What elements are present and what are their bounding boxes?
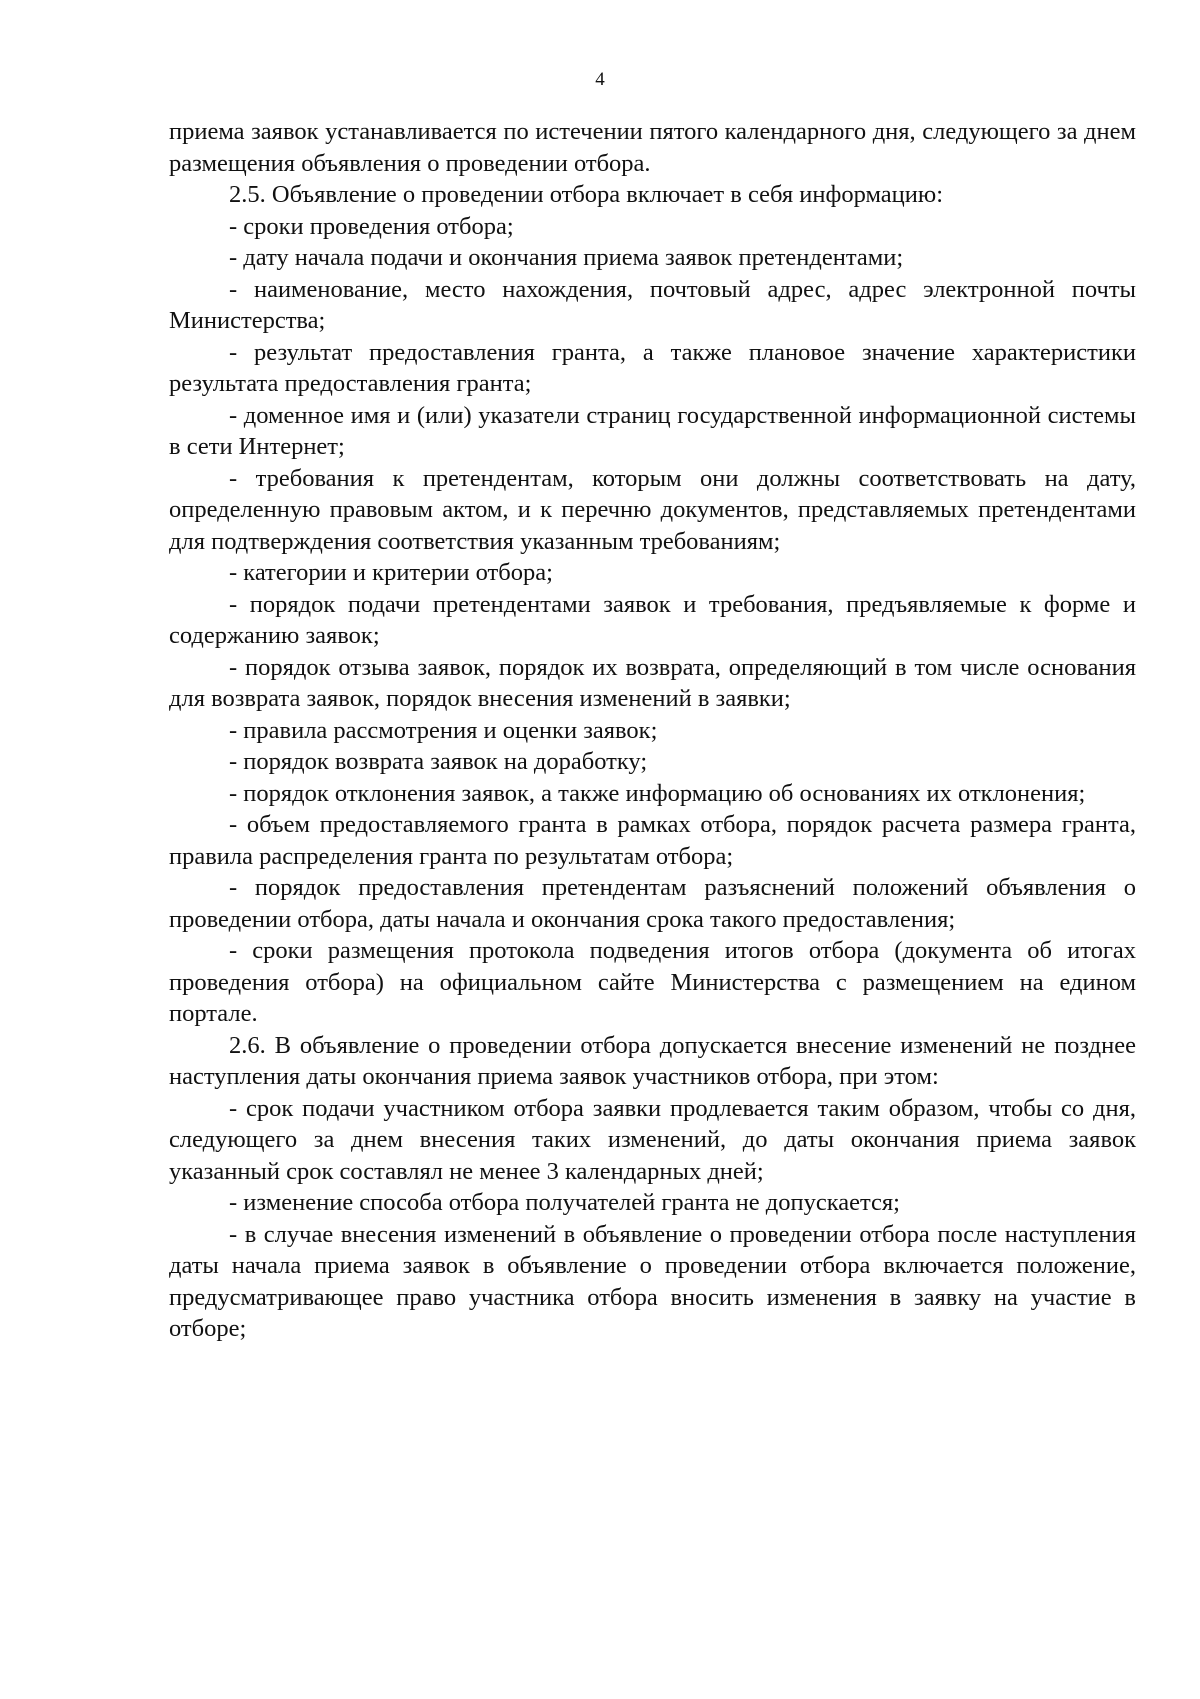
list-item: - доменное имя и (или) указатели страниц государственной информационной системы в сети Интернет;	[169, 401, 1136, 460]
list-item: - в случае внесения изменений в объявление о проведении отбора после наступления даты начала приема заявок в объявление о проведении отбора включается положение, предусматривающее право участника отбора вносить изменения в заявку на участие в отборе;	[169, 1220, 1136, 1342]
document-body	[169, 116, 1136, 1345]
page-number: 4	[595, 69, 605, 90]
section-2-6-paragraph: 2.6. В объявление о проведении отбора допускается внесение изменений не позднее наступления даты окончания приема заявок участников отбора, при этом:	[169, 1031, 1136, 1090]
list-item: - сроки проведения отбора;	[229, 212, 514, 240]
list-item: - изменение способа отбора получателей гранта не допускается;	[229, 1189, 900, 1216]
list-item: - правила рассмотрения и оценки заявок;	[229, 716, 658, 744]
list-item: - порядок отзыва заявок, порядок их возврата, определяющий в том числе основания для возврата заявок, порядок внесения изменений в заявки;	[169, 653, 1136, 712]
paragraph-continuation: приема заявок устанавливается по истечении пятого календарного дня, следующего за днем размещения объявления о проведении отбора.	[169, 118, 1136, 177]
list-item: - дату начала подачи и окончания приема заявок претендентами;	[229, 244, 904, 271]
list-item: - объем предоставляемого гранта в рамках отбора, порядок расчета размера гранта, правила распределения гранта по результатам отбора;	[169, 811, 1136, 870]
list-item: - наименование, место нахождения, почтовый адрес, адрес электронной почты Министерства;	[169, 275, 1136, 334]
list-item: - порядок подачи претендентами заявок и требования, предъявляемые к форме и содержанию заявок;	[169, 590, 1136, 649]
list-item: - срок подачи участником отбора заявки продлевается таким образом, чтобы со дня, следующего за днем внесения таких изменений, до даты окончания приема заявок указанный срок составлял не менее 3 календарных дней;	[169, 1094, 1136, 1185]
list-item: - категории и критерии отбора;	[229, 559, 553, 586]
list-item: - сроки размещения протокола подведения итогов отбора (документа об итогах проведения отбора) на официальном сайте Министерства с размещением на едином портале.	[169, 937, 1136, 1027]
list-item: - порядок отклонения заявок, а также информацию об основаниях их отклонения;	[229, 779, 1086, 807]
list-item: - результат предоставления гранта, а также плановое значение характеристики результата предоставления гранта;	[169, 338, 1136, 397]
list-item: - порядок предоставления претендентам разъяснений положений объявления о проведении отбора, даты начала и окончания срока такого предоставления;	[169, 874, 1136, 933]
list-item: - порядок возврата заявок на доработку;	[229, 748, 648, 775]
list-item: - требования к претендентам, которым они должны соответствовать на дату, определенную правовым актом, и к перечню документов, представляемых претендентами для подтверждения соответствия указанным требованиям;	[169, 464, 1136, 555]
section-2-5-heading: 2.5. Объявление о проведении отбора включает в себя информацию:	[229, 181, 944, 208]
